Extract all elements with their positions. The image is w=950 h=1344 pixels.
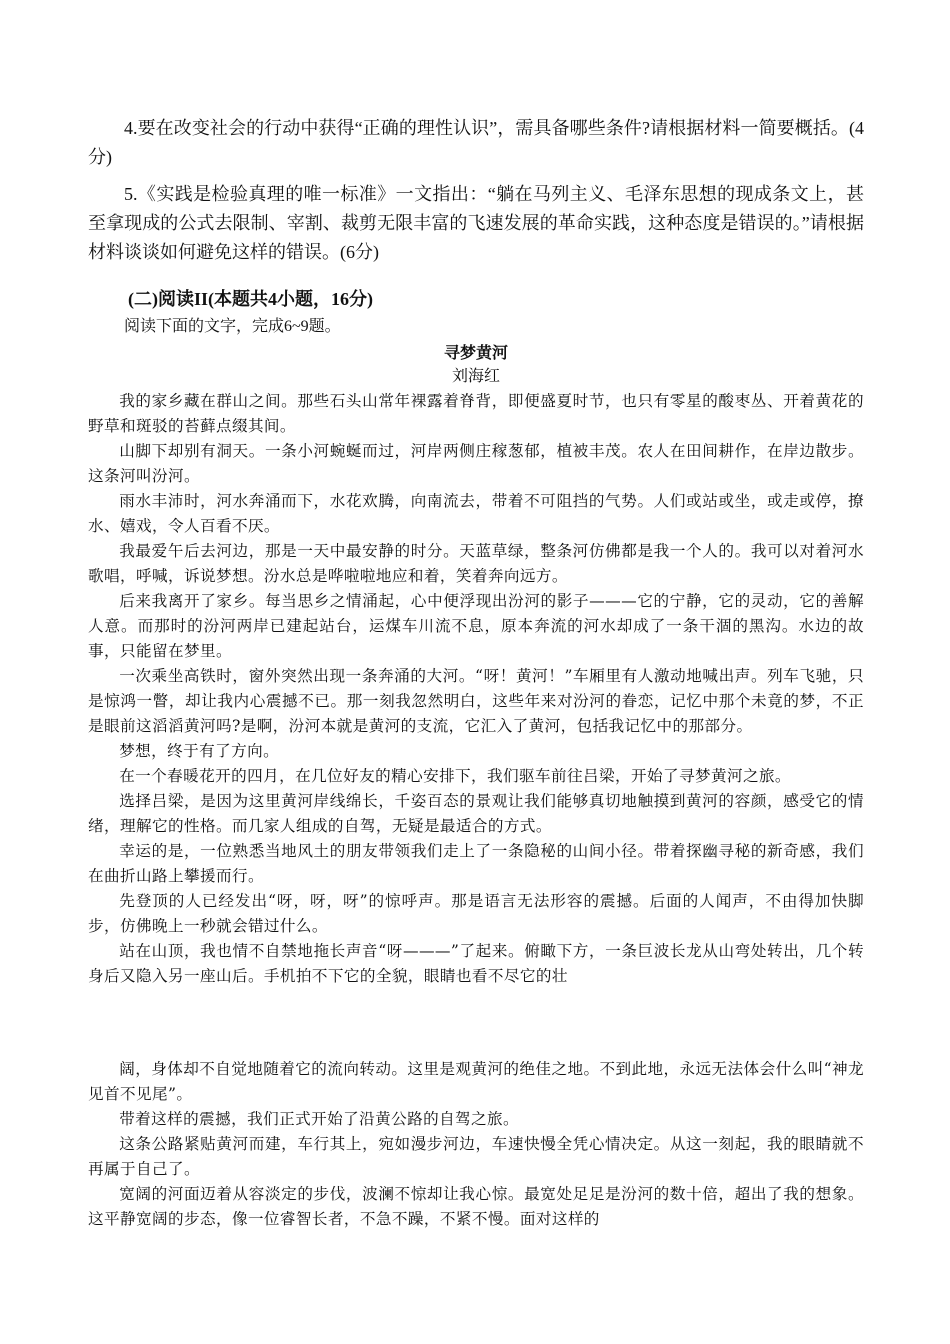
paragraph: 阔，身体却不自觉地随着它的流向转动。这里是观黄河的绝佳之地。不到此地，永远无法体会什么叫“神龙见首不见尾”。 bbox=[88, 1060, 864, 1103]
article-author: 刘海红 bbox=[451, 368, 500, 385]
paragraph: 在一个春暖花开的四月，在几位好友的精心安排下，我们驱车前往吕梁，开始了寻梦黄河之旅。 bbox=[119, 767, 791, 785]
paragraph: 幸运的是，一位熟悉当地风土的朋友带领我们走上了一条隐秘的山间小径。带着探幽寻秘的新奇感，我们在曲折山路上攀援而行。 bbox=[88, 842, 864, 885]
paragraph: 雨水丰沛时，河水奔涌而下，水花欢腾，向南流去，带着不可阻挡的气势。人们或站或坐，或走或停，撩水、嬉戏，令人百看不厌。 bbox=[88, 492, 864, 535]
paragraph: 我最爱午后去河边，那是一天中最安静的时分。天蓝草绿，整条河仿佛都是我一个人的。我可以对着河水歌唱，呼喊，诉说梦想。汾水总是哗啦啦地应和着，笑着奔向远方。 bbox=[88, 542, 864, 585]
question-5: 5.《实践是检验真理的唯一标准》一文指出：“躺在马列主义、毛泽东思想的现成条文上，甚至拿现成的公式去限制、宰割、裁剪无限丰富的飞速发展的革命实践，这种态度是错误的。”请根据材料谈谈如何避免这样的错误。(6分) bbox=[88, 184, 864, 262]
paragraph: 一次乘坐高铁时，窗外突然出现一条奔涌的大河。“呀！黄河！”车厢里有人激动地喊出声。列车飞驰，只是惊鸿一瞥，却让我内心震撼不已。那一刻我忽然明白，这些年来对汾河的眷恋，记忆中那个未竟的梦，不正是眼前这滔滔黄河吗?是啊，汾河本就是黄河的支流，它汇入了黄河，包括我记忆中的那部分。 bbox=[88, 667, 864, 735]
paragraph: 宽阔的河面迈着从容淡定的步伐，波澜不惊却让我心惊。最宽处足足是汾河的数十倍，超出了我的想象。这平静宽阔的步态，像一位睿智长者，不急不躁，不紧不慢。面对这样的 bbox=[88, 1185, 864, 1228]
paragraph: 梦想，终于有了方向。 bbox=[119, 742, 280, 760]
article-title: 寻梦黄河 bbox=[443, 343, 508, 362]
paragraph: 山脚下却别有洞天。一条小河蜿蜒而过，河岸两侧庄稼葱郁，植被丰茂。农人在田间耕作，在岸边散步。这条河叫汾河。 bbox=[88, 442, 864, 485]
section-instruction: 阅读下面的文字，完成6~9题。 bbox=[124, 318, 341, 335]
paragraph: 选择吕梁，是因为这里黄河岸线绵长，千姿百态的景观让我们能够真切地触摸到黄河的容颜，感受它的情绪，理解它的性格。而几家人组成的自驾，无疑是最适合的方式。 bbox=[88, 792, 864, 835]
paragraph: 后来我离开了家乡。每当思乡之情涌起，心中便浮现出汾河的影子———它的宁静，它的灵动，它的善解人意。而那时的汾河两岸已建起站台，运煤车川流不息，原本奔流的河水却成了一条干涸的黑沟。水边的故事，只能留在梦里。 bbox=[88, 592, 864, 660]
question-4: 4.要在改变社会的行动中获得“正确的理性认识”，需具备哪些条件?请根据材料一简要概括。(4分) bbox=[88, 118, 864, 167]
paragraph: 我的家乡藏在群山之间。那些石头山常年裸露着脊背，即便盛夏时节，也只有零星的酸枣丛、开着黄花的野草和斑驳的苔藓点缀其间。 bbox=[88, 392, 864, 435]
paragraph: 站在山顶，我也情不自禁地拖长声音“呀———”了起来。俯瞰下方，一条巨波长龙从山弯处转出，几个转身后又隐入另一座山后。手机拍不下它的全貌，眼睛也看不尽它的壮 bbox=[88, 942, 864, 985]
paragraph: 先登顶的人已经发出“呀，呀，呀”的惊呼声。那是语言无法形容的震撼。后面的人闻声，不由得加快脚步，仿佛晚上一秒就会错过什么。 bbox=[88, 892, 864, 935]
paragraph: 这条公路紧贴黄河而建，车行其上，宛如漫步河边，车速快慢全凭心情决定。从这一刻起，我的眼睛就不再属于自己了。 bbox=[88, 1135, 864, 1178]
article-body-continued bbox=[88, 1057, 864, 1232]
article-body bbox=[88, 389, 864, 989]
section-title: (二)阅读II(本题共4小题，16分) bbox=[128, 289, 373, 309]
paragraph: 带着这样的震撼，我们正式开始了沿黄公路的自驾之旅。 bbox=[119, 1110, 520, 1128]
